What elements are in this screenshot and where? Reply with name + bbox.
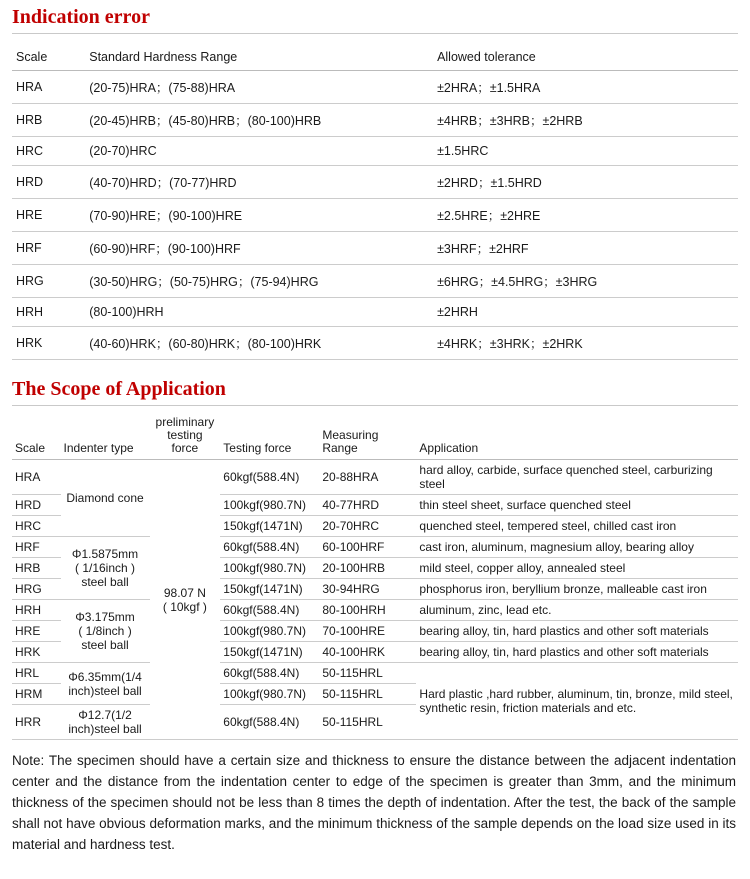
cell-range: (60-90)HRF；(90-100)HRF: [85, 232, 421, 265]
cell-testing-force: 60kgf(588.4N): [220, 705, 319, 740]
cell-scale: HRL: [12, 663, 61, 684]
cell-measuring-range: 20-70HRC: [319, 516, 416, 537]
preliminary-force-line2: ( 10kgf ): [162, 599, 207, 614]
indenter-line2: ( 1/8inch ): [78, 624, 132, 638]
indenter-line2: inch)steel ball: [68, 683, 142, 698]
cell-scale: HRG: [12, 579, 61, 600]
cell-scale: HRK: [12, 327, 85, 360]
table-row: [12, 199, 738, 232]
cell-indenter: [61, 600, 150, 663]
cell-testing-force: 100kgf(980.7N): [220, 495, 319, 516]
table-row: [12, 104, 738, 137]
cell-application: bearing alloy, tin, hard plastics and other soft materials: [416, 621, 738, 642]
cell-testing-force: 60kgf(588.4N): [220, 600, 319, 621]
column-header-scale: Scale: [12, 414, 61, 460]
cell-tolerance: ±2HRH: [421, 298, 738, 327]
table-row: [12, 166, 738, 199]
cell-range: (20-75)HRA；(75-88)HRA: [85, 71, 421, 104]
cell-scale: HRA: [12, 460, 61, 495]
cell-scale: HRH: [12, 298, 85, 327]
cell-measuring-range: 40-100HRK: [319, 642, 416, 663]
cell-scale: HRF: [12, 232, 85, 265]
table-row: [12, 537, 738, 558]
table-row: [12, 71, 738, 104]
cell-tolerance: ±2.5HRE；±2HRE: [421, 199, 738, 232]
cell-testing-force: 150kgf(1471N): [220, 579, 319, 600]
cell-application: Hard plastic ,hard rubber, aluminum, tin, bronze, mild steel, synthetic resin, friction materials and etc.: [416, 663, 738, 740]
cell-testing-force: 60kgf(588.4N): [220, 537, 319, 558]
cell-tolerance: ±1.5HRC: [421, 137, 738, 166]
cell-scale: HRC: [12, 516, 61, 537]
cell-scale: HRH: [12, 600, 61, 621]
table-row: [12, 137, 738, 166]
column-header-measuring-range: Measuring Range: [319, 414, 416, 460]
preliminary-force-line1: 98.07 N: [163, 585, 206, 600]
table-row: [12, 460, 738, 495]
column-header-allowed-tolerance: Allowed tolerance: [421, 44, 738, 71]
cell-testing-force: 150kgf(1471N): [220, 516, 319, 537]
table-row: [12, 327, 738, 360]
title-divider: [12, 33, 738, 34]
table-row: [12, 232, 738, 265]
cell-application: hard alloy, carbide, surface quenched steel, carburizing steel: [416, 460, 738, 495]
indenter-line2: inch)steel ball: [68, 722, 142, 736]
cell-measuring-range: 50-115HRL: [319, 663, 416, 684]
indenter-line2: ( 1/16inch ): [75, 561, 136, 575]
cell-scale: HRE: [12, 621, 61, 642]
cell-testing-force: 100kgf(980.7N): [220, 684, 319, 705]
indenter-line1: Φ3.175mm: [75, 610, 135, 624]
cell-scale: HRK: [12, 642, 61, 663]
column-header-indenter-type: Indenter type: [61, 414, 150, 460]
cell-scale: HRE: [12, 199, 85, 232]
cell-tolerance: ±3HRF；±2HRF: [421, 232, 738, 265]
cell-range: (40-60)HRK；(60-80)HRK；(80-100)HRK: [85, 327, 421, 360]
column-header-application: Application: [416, 414, 738, 460]
cell-testing-force: 60kgf(588.4N): [220, 460, 319, 495]
indenter-line1: Φ12.7(1/2: [78, 708, 132, 722]
cell-range: (20-45)HRB；(45-80)HRB；(80-100)HRB: [85, 104, 421, 137]
specimen-note: Note: The specimen should have a certain size and thickness to ensure the distance between the adjacent indentation center and the distance from the indentation center to edge of the specimen is greater than 3mm, and the minimum thickness of the specimen should not be less than 8 times the depth of indentation. After the test, the back of the sample shall not have obvious deformation marks, and the minimum thickness of the sample depends on the load size used in its material and hardness test.: [12, 753, 736, 852]
cell-scale: HRF: [12, 537, 61, 558]
cell-range: (30-50)HRG；(50-75)HRG；(75-94)HRG: [85, 265, 421, 298]
cell-preliminary-force: [150, 460, 221, 740]
cell-scale: HRB: [12, 558, 61, 579]
cell-indenter: Diamond cone: [61, 460, 150, 537]
indenter-line1: Φ1.5875mm: [71, 547, 139, 561]
indication-error-table: [12, 44, 738, 360]
cell-scale: HRM: [12, 684, 61, 705]
cell-application: thin steel sheet, surface quenched steel: [416, 495, 738, 516]
column-header-standard-hardness-range: Standard Hardness Range: [85, 44, 421, 71]
cell-tolerance: ±2HRD；±1.5HRD: [421, 166, 738, 199]
cell-scale: HRB: [12, 104, 85, 137]
column-header-testing-force: Testing force: [220, 414, 319, 460]
document-page: [0, 6, 750, 879]
scope-title-divider: [12, 405, 738, 406]
table-header-row: [12, 414, 738, 460]
cell-range: (40-70)HRD；(70-77)HRD: [85, 166, 421, 199]
cell-measuring-range: 50-115HRL: [319, 705, 416, 740]
cell-scale: HRG: [12, 265, 85, 298]
table-row: [12, 298, 738, 327]
cell-range: (70-90)HRE；(90-100)HRE: [85, 199, 421, 232]
cell-measuring-range: 70-100HRE: [319, 621, 416, 642]
column-header-preliminary-testing-force: preliminary testing force: [150, 414, 221, 460]
page-title-indication-error: Indication error: [12, 6, 150, 28]
cell-indenter: [61, 537, 150, 600]
table-row: [12, 600, 738, 621]
indenter-line3: steel ball: [81, 575, 129, 589]
cell-measuring-range: 20-100HRB: [319, 558, 416, 579]
cell-testing-force: 150kgf(1471N): [220, 642, 319, 663]
cell-indenter: [61, 663, 150, 705]
column-header-scale: Scale: [12, 44, 85, 71]
cell-measuring-range: 40-77HRD: [319, 495, 416, 516]
cell-indenter: [61, 705, 150, 740]
cell-measuring-range: 20-88HRA: [319, 460, 416, 495]
cell-range: (80-100)HRH: [85, 298, 421, 327]
indenter-line3: steel ball: [81, 638, 129, 652]
cell-measuring-range: 30-94HRG: [319, 579, 416, 600]
cell-tolerance: ±2HRA；±1.5HRA: [421, 71, 738, 104]
cell-application: aluminum, zinc, lead etc.: [416, 600, 738, 621]
cell-scale: HRC: [12, 137, 85, 166]
scope-of-application-table: [12, 414, 738, 740]
table-row: [12, 265, 738, 298]
table-header-row: [12, 44, 738, 71]
cell-application: quenched steel, tempered steel, chilled cast iron: [416, 516, 738, 537]
cell-scale: HRA: [12, 71, 85, 104]
cell-scale: HRD: [12, 166, 85, 199]
cell-application: bearing alloy, tin, hard plastics and other soft materials: [416, 642, 738, 663]
cell-tolerance: ±4HRK；±3HRK；±2HRK: [421, 327, 738, 360]
cell-scale: HRR: [12, 705, 61, 740]
page-title-scope-of-application: The Scope of Application: [12, 378, 226, 400]
cell-application: cast iron, aluminum, magnesium alloy, bearing alloy: [416, 537, 738, 558]
table-row: [12, 663, 738, 684]
cell-scale: HRD: [12, 495, 61, 516]
cell-testing-force: 100kgf(980.7N): [220, 558, 319, 579]
cell-tolerance: ±6HRG；±4.5HRG；±3HRG: [421, 265, 738, 298]
cell-application: phosphorus iron, beryllium bronze, malleable cast iron: [416, 579, 738, 600]
indenter-line1: Φ6.35mm(1/4: [68, 669, 142, 684]
cell-tolerance: ±4HRB；±3HRB；±2HRB: [421, 104, 738, 137]
cell-measuring-range: 80-100HRH: [319, 600, 416, 621]
cell-application: mild steel, copper alloy, annealed steel: [416, 558, 738, 579]
cell-testing-force: 100kgf(980.7N): [220, 621, 319, 642]
cell-range: (20-70)HRC: [85, 137, 421, 166]
cell-testing-force: 60kgf(588.4N): [220, 663, 319, 684]
cell-measuring-range: 60-100HRF: [319, 537, 416, 558]
cell-measuring-range: 50-115HRL: [319, 684, 416, 705]
